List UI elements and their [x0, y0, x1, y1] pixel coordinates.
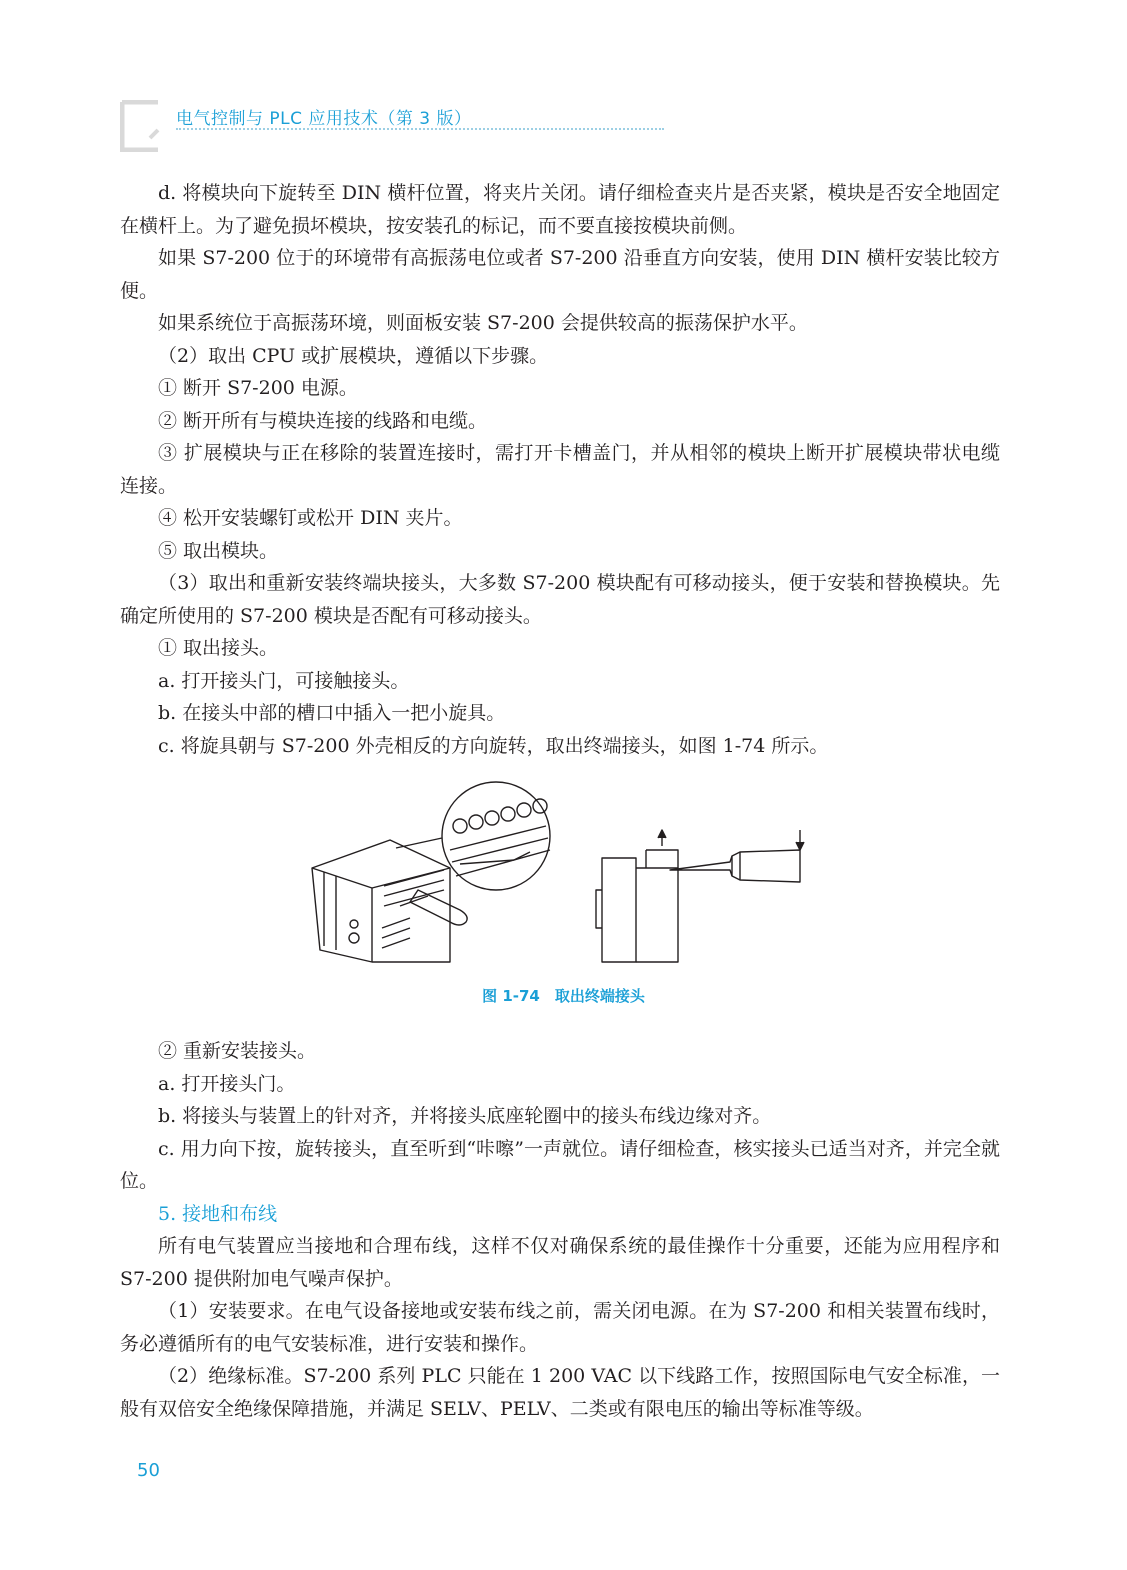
body-text-top — [120, 177, 1000, 762]
section-heading: 5. 接地和布线 — [158, 1202, 278, 1225]
figure-caption: 图 1-74 取出终端接头 — [482, 987, 645, 1005]
paragraph: a. 打开接头门，可接触接头。 — [158, 669, 410, 692]
paragraph: ① 取出接头。 — [158, 637, 279, 659]
magnifier-circle — [442, 782, 550, 890]
header-bracket-icon — [120, 100, 160, 152]
paragraph: c. 将旋具朝与 S7-200 外壳相反的方向旋转，取出终端接头，如图 1-74 所示。 — [158, 734, 829, 757]
paragraph: 如果 S7-200 位于的环境带有高振荡电位或者 S7-200 沿垂直方向安装，使用 DIN 横杆安装比较方便。 — [120, 247, 1000, 302]
paragraph: ② 重新安装接头。 — [158, 1040, 317, 1062]
paragraph: ② 断开所有与模块连接的线路和电缆。 — [158, 409, 488, 432]
paragraph: （3）取出和重新安装终端块接头，大多数 S7-200 模块配有可移动接头，便于安装和替换模块。先确定所使用的 S7-200 模块是否配有可移动接头。 — [120, 572, 1000, 627]
paragraph: d. 将模块向下旋转至 DIN 横杆位置，将夹片关闭。请仔细检查夹片是否夹紧，模块是否安全地固定在横杆上。为了避免损坏模块，按安装孔的标记，而不要直接按模块前侧。 — [120, 182, 1000, 237]
paragraph: （2）取出 CPU 或扩展模块，遵循以下步骤。 — [158, 344, 549, 367]
paragraph: b. 将接头与装置上的针对齐，并将接头底座轮圈中的接头布线边缘对齐。 — [158, 1105, 772, 1127]
paragraph: （2）绝缘标准。S7-200 系列 PLC 只能在 1 200 VAC 以下线路工作，按照国际电气安全标准，一般有双倍安全绝缘保障措施，并满足 SELV、PELV、二类或有限电压的输出等标准等级。 — [120, 1365, 1000, 1420]
paragraph: ③ 扩展模块与正在移除的装置连接时，需打开卡槽盖门，并从相邻的模块上断开扩展模块带状电缆连接。 — [120, 442, 1000, 497]
paragraph: c. 用力向下按，旋转接头，直至听到“咔嚓”一声就位。请仔细检查，核实接头已适当对齐，并完全就位。 — [120, 1137, 1000, 1192]
book-title: 电气控制与 PLC 应用技术（第 3 版） — [176, 109, 472, 129]
body-text-bottom — [120, 1035, 1000, 1425]
paragraph: ① 断开 S7-200 电源。 — [158, 377, 358, 399]
header-dotted-rule — [176, 128, 664, 130]
page-number: 50 — [137, 1460, 160, 1481]
plc-module-left — [312, 840, 450, 962]
paragraph: 如果系统位于高振荡环境，则面板安装 S7-200 会提供较高的振荡保护水平。 — [158, 312, 808, 334]
plc-module-side — [602, 858, 636, 962]
paragraph: ④ 松开安装螺钉或松开 DIN 夹片。 — [158, 507, 463, 529]
figure-1-74-illustration — [300, 778, 820, 968]
paragraph: b. 在接头中部的槽口中插入一把小旋具。 — [158, 702, 506, 724]
paragraph: （1）安装要求。在电气设备接地或安装布线之前，需关闭电源。在为 S7-200 和相关装置布线时，务必遵循所有的电气安装标准，进行安装和操作。 — [120, 1300, 1000, 1355]
running-header — [120, 96, 550, 152]
paragraph: a. 打开接头门。 — [158, 1072, 296, 1095]
paragraph: ⑤ 取出模块。 — [158, 539, 279, 562]
screwdriver-right — [670, 850, 800, 882]
paragraph: 所有电气装置应当接地和合理布线，这样不仅对确保系统的最佳操作十分重要，还能为应用程序和 S7-200 提供附加电气噪声保护。 — [120, 1235, 1000, 1290]
